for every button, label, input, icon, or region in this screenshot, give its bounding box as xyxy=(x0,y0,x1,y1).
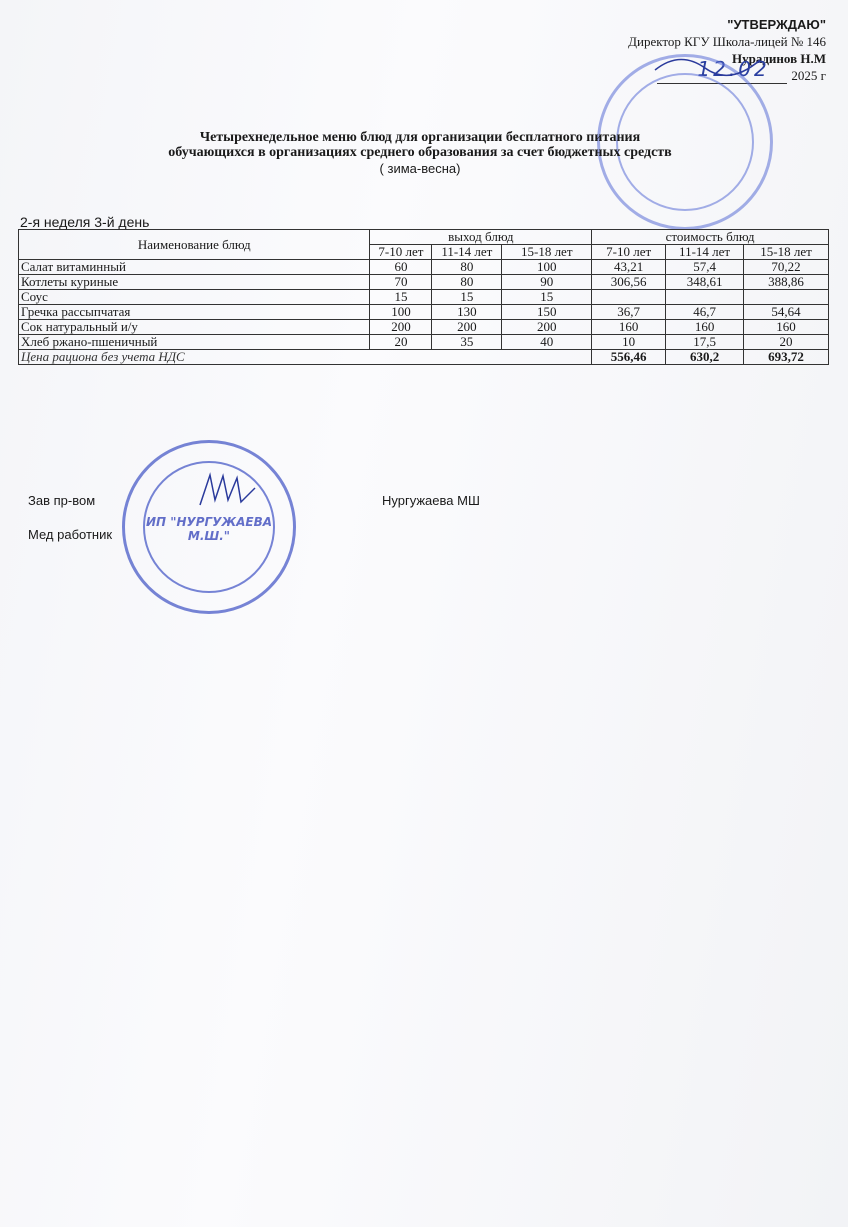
total-label: Цена рациона без учета НДС xyxy=(19,350,592,365)
header-cost-group: стоимость блюд xyxy=(592,230,829,245)
dish-name-cell: Салат витаминный xyxy=(19,260,370,275)
value-cell: 20 xyxy=(370,335,432,350)
approval-name: Нурадинов Н.М xyxy=(732,51,826,66)
value-cell: 90 xyxy=(502,275,592,290)
header-age: 7-10 лет xyxy=(370,245,432,260)
value-cell: 15 xyxy=(502,290,592,305)
title-line-1: Четырехнедельное меню блюд для организации бесплатного питания xyxy=(199,130,641,145)
table-row xyxy=(19,320,829,335)
value-cell: 60 xyxy=(370,260,432,275)
dish-name-cell: Гречка рассыпчатая xyxy=(19,305,370,320)
value-cell xyxy=(666,290,744,305)
value-cell: 36,7 xyxy=(592,305,666,320)
value-cell: 130 xyxy=(432,305,502,320)
season-subtitle: ( зима-весна) xyxy=(379,161,461,176)
total-cell: 556,46 xyxy=(592,350,666,365)
value-cell: 35 xyxy=(432,335,502,350)
value-cell: 40 xyxy=(502,335,592,350)
dish-name-cell: Соус xyxy=(19,290,370,305)
value-cell: 150 xyxy=(502,305,592,320)
value-cell: 100 xyxy=(502,260,592,275)
table-header-row xyxy=(19,230,829,245)
menu-table xyxy=(18,229,829,365)
total-cell: 693,72 xyxy=(744,350,829,365)
table-row xyxy=(19,290,829,305)
value-cell: 388,86 xyxy=(744,275,829,290)
document-title xyxy=(100,130,740,160)
value-cell: 54,64 xyxy=(744,305,829,320)
value-cell: 160 xyxy=(744,320,829,335)
header-output-group: выход блюд xyxy=(370,230,592,245)
header-age: 7-10 лет xyxy=(592,245,666,260)
table-row xyxy=(19,335,829,350)
header-age: 11-14 лет xyxy=(432,245,502,260)
value-cell: 160 xyxy=(592,320,666,335)
value-cell: 80 xyxy=(432,260,502,275)
value-cell xyxy=(744,290,829,305)
value-cell: 160 xyxy=(666,320,744,335)
header-dish-name: Наименование блюд xyxy=(19,230,370,260)
value-cell: 46,7 xyxy=(666,305,744,320)
value-cell: 10 xyxy=(592,335,666,350)
dish-name-cell: Котлеты куриные xyxy=(19,275,370,290)
stamp-text: ИП "НУРГУЖАЕВА М.Ш." xyxy=(145,515,273,543)
value-cell: 20 xyxy=(744,335,829,350)
value-cell: 70,22 xyxy=(744,260,829,275)
value-cell: 80 xyxy=(432,275,502,290)
table-row xyxy=(19,275,829,290)
value-cell: 15 xyxy=(432,290,502,305)
value-cell: 15 xyxy=(370,290,432,305)
value-cell xyxy=(592,290,666,305)
week-day-label: 2-я неделя 3-й день xyxy=(20,214,150,230)
value-cell: 57,4 xyxy=(666,260,744,275)
value-cell: 306,56 xyxy=(592,275,666,290)
total-cell: 630,2 xyxy=(666,350,744,365)
total-row xyxy=(19,350,829,365)
value-cell: 200 xyxy=(370,320,432,335)
title-line-2: обучающихся в организациях среднего образования за счет бюджетных средств xyxy=(168,145,672,160)
approval-year: 2025 г xyxy=(791,68,826,83)
table-row xyxy=(19,305,829,320)
deputy-label: Зав пр-вом xyxy=(28,493,96,508)
dish-name-cell: Хлеб ржано-пшеничный xyxy=(19,335,370,350)
approval-heading: "УТВЕРЖДАЮ" xyxy=(727,17,826,32)
table-row xyxy=(19,260,829,275)
value-cell: 100 xyxy=(370,305,432,320)
dish-name-cell: Сок натуральный и/у xyxy=(19,320,370,335)
signature-scribble xyxy=(195,470,265,510)
entrepreneur-stamp xyxy=(122,440,296,614)
deputy-name: Нургужаева МШ xyxy=(382,493,480,508)
value-cell: 17,5 xyxy=(666,335,744,350)
value-cell: 348,61 xyxy=(666,275,744,290)
value-cell: 200 xyxy=(432,320,502,335)
header-age: 15-18 лет xyxy=(502,245,592,260)
medic-label: Мед работник xyxy=(28,527,113,542)
value-cell: 70 xyxy=(370,275,432,290)
approval-position: Директор КГУ Школа-лицей № 146 xyxy=(628,34,826,49)
handwritten-date: 12.02 xyxy=(697,57,770,81)
director-signature-scribble xyxy=(650,40,770,80)
header-age: 11-14 лет xyxy=(666,245,744,260)
header-age: 15-18 лет xyxy=(744,245,829,260)
value-cell: 200 xyxy=(502,320,592,335)
value-cell: 43,21 xyxy=(592,260,666,275)
